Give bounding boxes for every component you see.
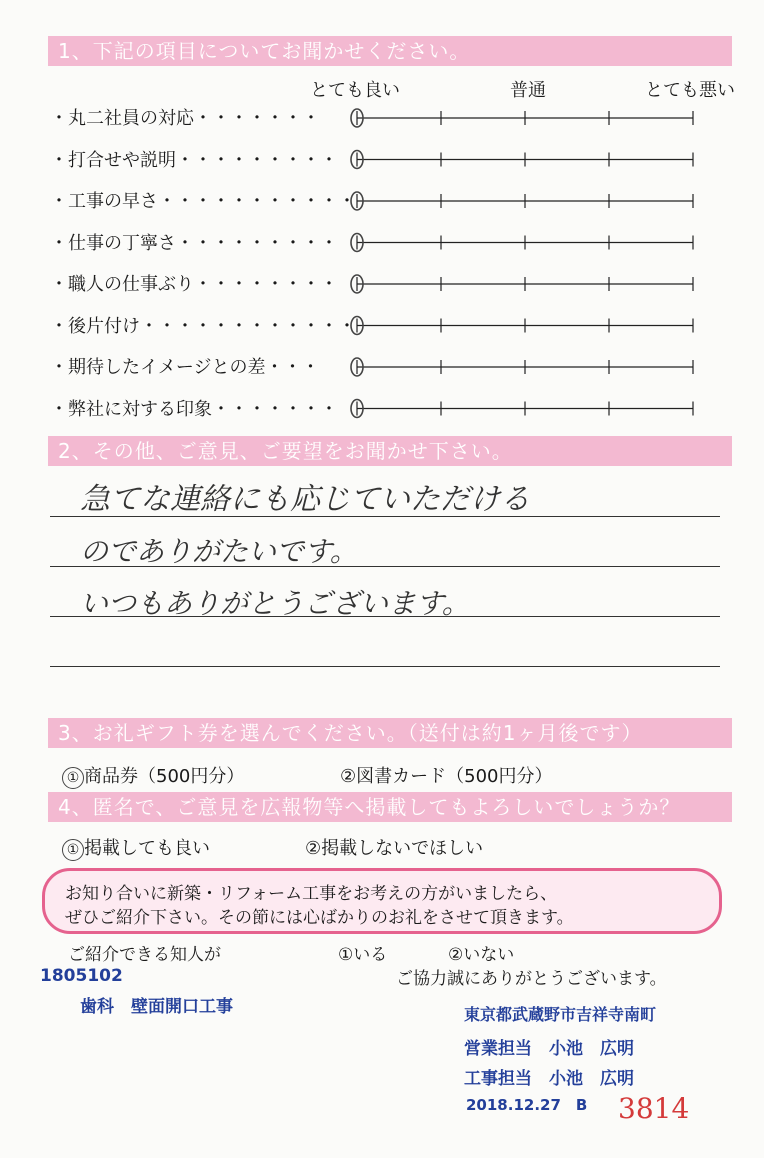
scale-neutral: 普通: [510, 80, 546, 101]
rating-item-label: ・工事の早さ・・・・・・・・・・・: [50, 191, 356, 212]
rating-item-label: ・丸二社員の対応・・・・・・・: [50, 108, 320, 129]
referral-yes: ①いる: [338, 945, 388, 965]
selected-circle-icon: ①: [62, 839, 84, 861]
section2-header: 2、その他、ご意見、ご要望をお聞かせ下さい。: [48, 436, 732, 466]
thanks-text: ご協力誠にありがとうございます。: [396, 969, 667, 989]
publish-option-2: ②掲載しないでほしい: [305, 838, 484, 859]
comment-text-3: いつもありがとうございます。: [80, 587, 470, 620]
referral-box: [42, 868, 722, 934]
selected-circle-icon: ①: [62, 767, 84, 789]
rating-item-label: ・仕事の丁寧さ・・・・・・・・・: [50, 232, 338, 254]
referral-no: ②いない: [448, 945, 515, 965]
section1-header: 1、下記の項目についてお聞かせください。: [48, 36, 732, 66]
sales-rep: 営業担当 小池 広明: [464, 1039, 634, 1059]
rating-item-label: ・期待したイメージとの差・・・: [50, 357, 320, 378]
gift-option-1: [62, 762, 244, 789]
rating-item-label: ・弊社に対する印象・・・・・・・: [50, 398, 338, 420]
section4-header: 4、匿名で、ご意見を広報物等へ掲載してもよろしいでしょうか？: [48, 792, 732, 822]
rating-item-label: ・後片付け・・・・・・・・・・・・: [50, 315, 356, 337]
construction-rep: 工事担当 小池 広明: [464, 1069, 634, 1089]
scale-very-bad: とても悪い: [645, 80, 735, 101]
comment-line-4: [50, 666, 720, 667]
gift-option-1-label: 商品券（500円分）: [84, 766, 245, 787]
comment-text-1: 急てな連絡にも応じていただける: [80, 482, 530, 517]
gift-option-2: ②図書カード（500円分）: [340, 766, 553, 787]
referral-line-2: ぜひご紹介下さい。その節には心ばかりのお礼をさせて頂きます。: [65, 908, 574, 928]
publish-option-1-label: 掲載しても良い: [84, 838, 210, 859]
comment-text-2: のでありがたいです。: [80, 535, 358, 568]
rating-item-label: ・職人の仕事ぶり・・・・・・・・: [50, 274, 338, 295]
referral-line-1: お知り合いに新築・リフォーム工事をお考えの方がいましたら、: [65, 884, 558, 904]
scale-very-good: とても良い: [310, 80, 400, 101]
form-number: 3814: [618, 1092, 690, 1125]
rating-item-label: ・打合せや説明・・・・・・・・・: [50, 149, 338, 171]
publish-option-1: [62, 834, 210, 861]
company-address: 東京都武蔵野市吉祥寺南町: [464, 1005, 657, 1024]
job-description: 歯科 壁面開口工事: [80, 997, 233, 1017]
job-code: 1805102: [40, 966, 123, 986]
referral-question: ご紹介できる知人が: [68, 945, 221, 965]
section3-header: 3、お礼ギフト券を選んでください。（送付は約1ヶ月後です）: [48, 718, 732, 748]
date-code: 2018.12.27 B: [466, 1096, 588, 1114]
